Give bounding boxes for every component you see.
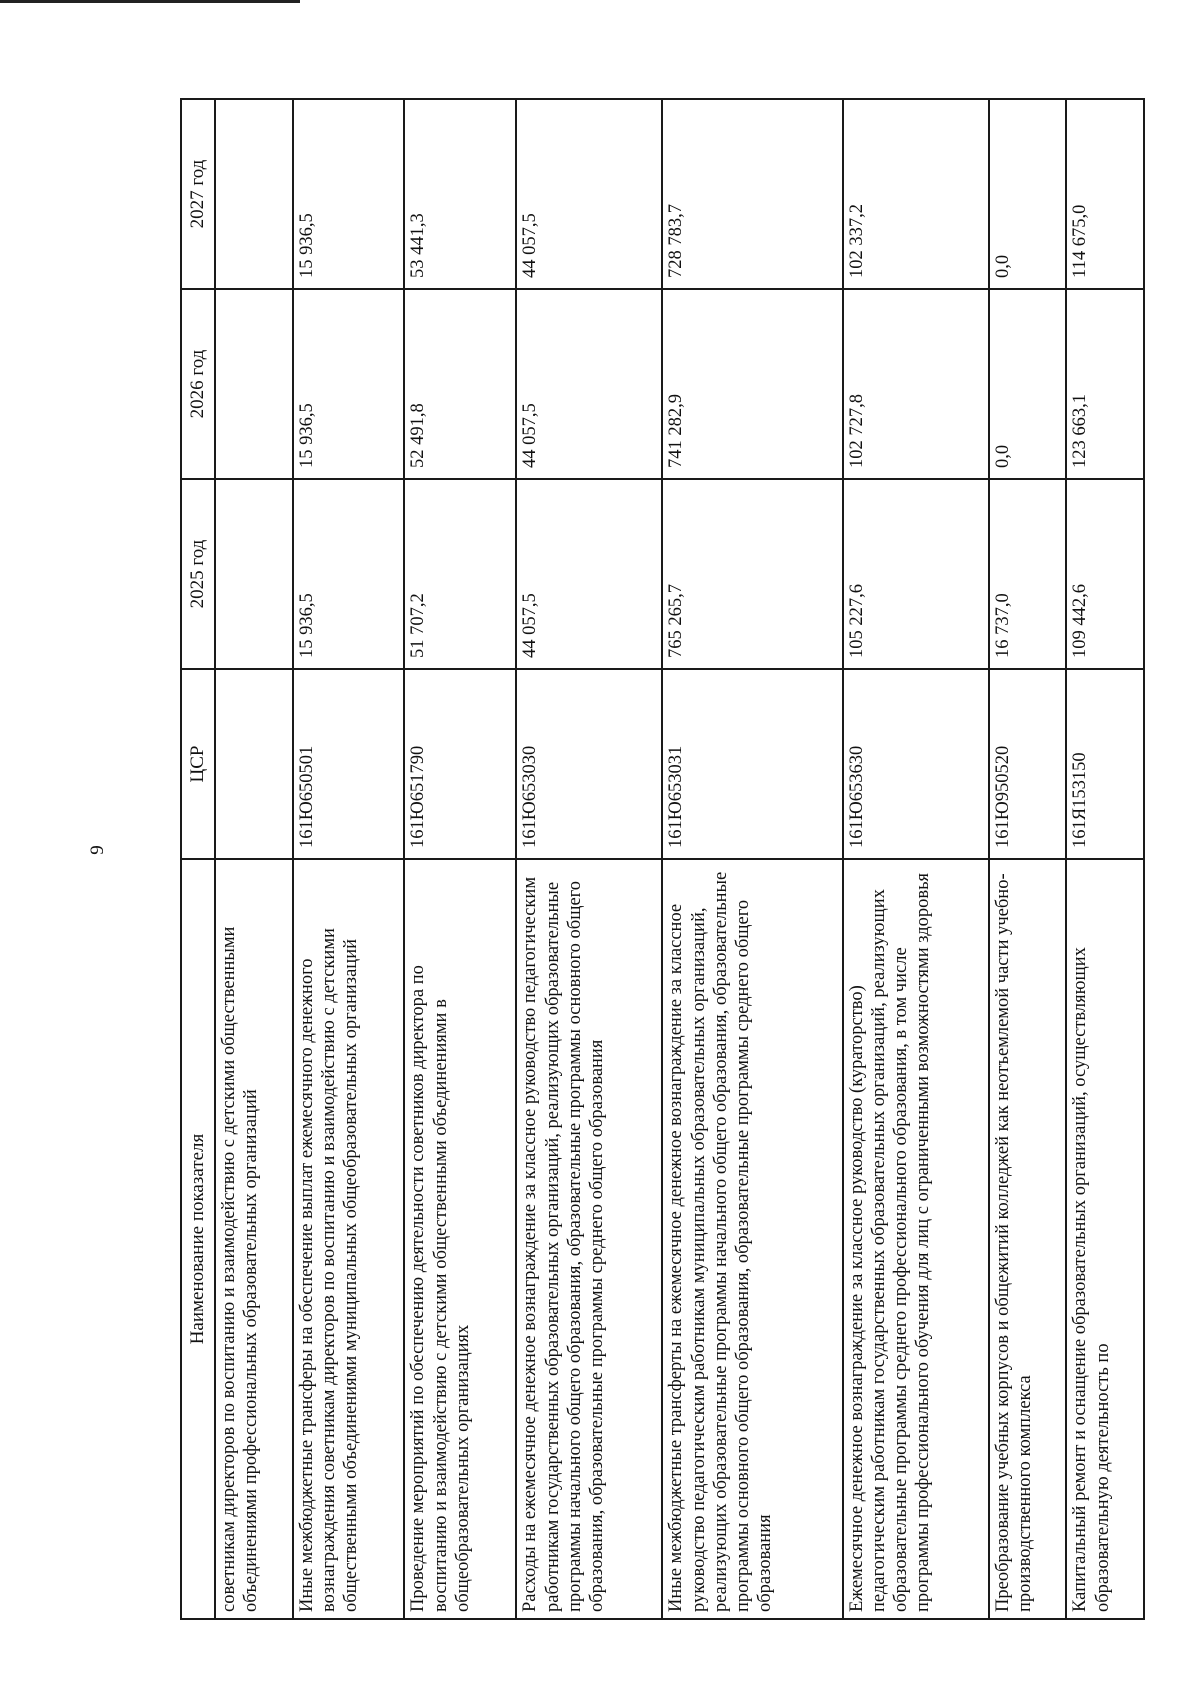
row-name: Преобразование учебных корпусов и общежитий колледжей как неотъемлемой части учебно-производственного комплекса <box>989 859 1067 1619</box>
row-csr: 161Ю650501 <box>293 669 405 859</box>
row-csr: 161Ю651790 <box>404 669 516 859</box>
row-csr <box>215 669 293 859</box>
header-name: Наименование показателя <box>181 859 215 1619</box>
row-2025: 51 707,2 <box>404 479 516 669</box>
row-name: Ежемесячное денежное вознаграждение за классное руководство (кураторство) педагогическим работникам государственных образовательных организаций, реализующих образовательные программы среднего профессионального образования, в том числе программы профессионального обучения для лиц с ограниченными возможностями здоровья <box>843 859 989 1619</box>
row-2025: 16 737,0 <box>989 479 1067 669</box>
page-number: 9 <box>87 845 108 855</box>
row-2027: 0,0 <box>989 99 1067 289</box>
table-row <box>989 99 1067 1619</box>
table-row <box>215 99 293 1619</box>
row-2027: 15 936,5 <box>293 99 405 289</box>
row-2027: 44 057,5 <box>516 99 662 289</box>
table-row <box>843 99 989 1619</box>
row-csr: 161Ю653031 <box>662 669 842 859</box>
table-row <box>404 99 516 1619</box>
table-row <box>1066 99 1144 1619</box>
header-2026: 2026 год <box>181 289 215 479</box>
row-2026: 44 057,5 <box>516 289 662 479</box>
row-2027: 53 441,3 <box>404 99 516 289</box>
row-2025: 105 227,6 <box>843 479 989 669</box>
row-csr: 161Ю653030 <box>516 669 662 859</box>
row-2025: 109 442,6 <box>1066 479 1144 669</box>
table-row <box>662 99 842 1619</box>
budget-table <box>180 98 1145 1620</box>
scan-top-edge-line <box>0 0 300 3</box>
row-2025: 15 936,5 <box>293 479 405 669</box>
row-2026: 15 936,5 <box>293 289 405 479</box>
row-name: советникам директоров по воспитанию и взаимодействию с детскими общественными объединениями профессиональных образовательных организаций <box>215 859 293 1619</box>
row-2025 <box>215 479 293 669</box>
row-csr: 161Ю950520 <box>989 669 1067 859</box>
row-2025: 765 265,7 <box>662 479 842 669</box>
row-name: Иные межбюджетные трансферы на обеспечение выплат ежемесячного денежного вознаграждения советникам директоров по воспитанию и взаимодействию с детскими общественными объединениями муниципальных общеобразовательных организаций <box>293 859 405 1619</box>
header-2027: 2027 год <box>181 99 215 289</box>
row-2026 <box>215 289 293 479</box>
row-name: Иные межбюджетные трансферты на ежемесячное денежное вознаграждение за классное руководство педагогическим работникам муниципальных образовательных организаций, реализующих образовательные программы начального общего образования, образовательные программы основного общего образования, образовательные программы среднего общего образования <box>662 859 842 1619</box>
row-2027: 728 783,7 <box>662 99 842 289</box>
row-2026: 0,0 <box>989 289 1067 479</box>
row-2025: 44 057,5 <box>516 479 662 669</box>
row-csr: 161Ю653630 <box>843 669 989 859</box>
row-2026: 52 491,8 <box>404 289 516 479</box>
row-2027: 114 675,0 <box>1066 99 1144 289</box>
row-csr: 161Я153150 <box>1066 669 1144 859</box>
row-2026: 102 727,8 <box>843 289 989 479</box>
table-row <box>293 99 405 1619</box>
budget-table-rotated <box>180 100 1145 1620</box>
row-2026: 123 663,1 <box>1066 289 1144 479</box>
row-2026: 741 282,9 <box>662 289 842 479</box>
row-name: Капитальный ремонт и оснащение образовательных организаций, осуществляющих образовательную деятельность по <box>1066 859 1144 1619</box>
row-2027: 102 337,2 <box>843 99 989 289</box>
row-2027 <box>215 99 293 289</box>
header-2025: 2025 год <box>181 479 215 669</box>
table-header-row <box>181 99 215 1619</box>
row-name: Проведение мероприятий по обеспечению деятельности советников директора по воспитанию и взаимодействию с детскими общественными объединениями в общеобразовательных организациях <box>404 859 516 1619</box>
table-row <box>516 99 662 1619</box>
row-name: Расходы на ежемесячное денежное вознаграждение за классное руководство педагогическим работникам государственных образовательных организаций, реализующих образовательные программы начального общего образования, образовательные программы основного общего образования, образовательные программы среднего общего образования <box>516 859 662 1619</box>
header-csr: ЦСР <box>181 669 215 859</box>
